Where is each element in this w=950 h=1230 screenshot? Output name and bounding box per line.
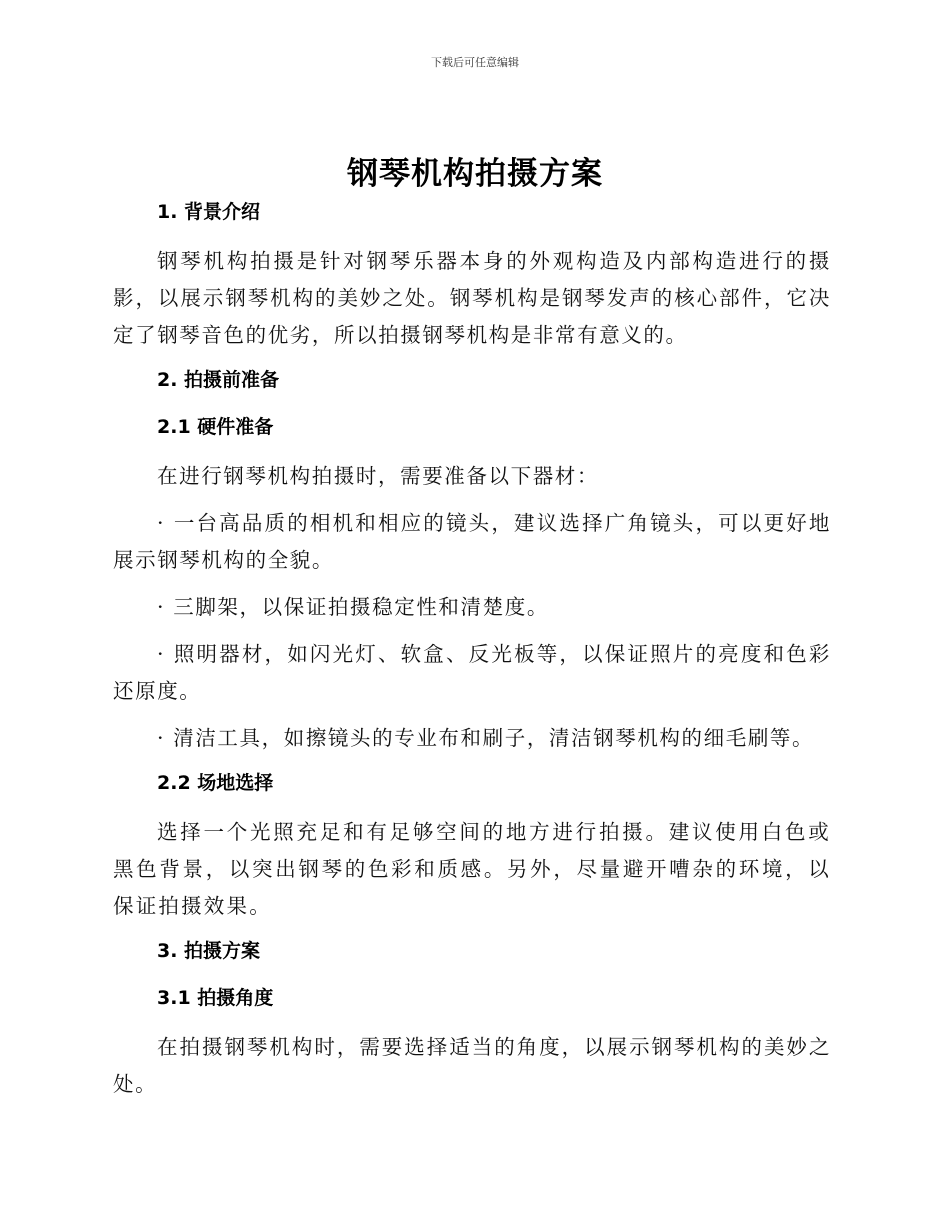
section-heading-preparation: 2. 拍摄前准备: [157, 369, 280, 391]
document-title: 钢琴机构拍摄方案: [347, 156, 603, 192]
shooting-angle-paragraph: 在拍摄钢琴机构时，需要选择适当的角度，以展示钢琴机构的美妙之处。: [113, 1035, 831, 1096]
section-heading-shooting-plan: 3. 拍摄方案: [157, 940, 261, 962]
section-heading-background: 1. 背景介绍: [157, 201, 261, 223]
venue-paragraph: 选择一个光照充足和有足够空间的地方进行拍摄。建议使用白色或黑色背景，以突出钢琴的色彩和质感。另外，尽量避开嘈杂的环境，以保证拍摄效果。: [113, 820, 831, 918]
page-header-note: 下载后可任意编辑: [431, 56, 519, 69]
hardware-intro-paragraph: 在进行钢琴机构拍摄时，需要准备以下器材：: [157, 464, 599, 488]
subsection-heading-hardware: 2.1 硬件准备: [157, 416, 274, 438]
hardware-list-item: · 三脚架，以保证拍摄稳定性和清楚度。: [157, 595, 549, 619]
section-paragraph-background: 钢琴机构拍摄是针对钢琴乐器本身的外观构造及内部构造进行的摄影，以展示钢琴机构的美妙之处。钢琴机构是钢琴发声的核心部件，它决定了钢琴音色的优劣，所以拍摄钢琴机构是非常有意义的。: [113, 249, 831, 347]
document-body: [113, 196, 831, 1113]
hardware-list-item: · 清洁工具，如擦镜头的专业布和刷子，清洁钢琴机构的细毛刷等。: [157, 726, 815, 750]
hardware-list-item: · 照明器材，如闪光灯、软盒、反光板等，以保证照片的亮度和色彩还原度。: [113, 642, 831, 703]
subsection-heading-shooting-angle: 3.1 拍摄角度: [157, 987, 274, 1009]
subsection-heading-venue: 2.2 场地选择: [157, 772, 274, 794]
hardware-list-item: · 一台高品质的相机和相应的镜头，建议选择广角镜头，可以更好地展示钢琴机构的全貌。: [113, 511, 831, 572]
